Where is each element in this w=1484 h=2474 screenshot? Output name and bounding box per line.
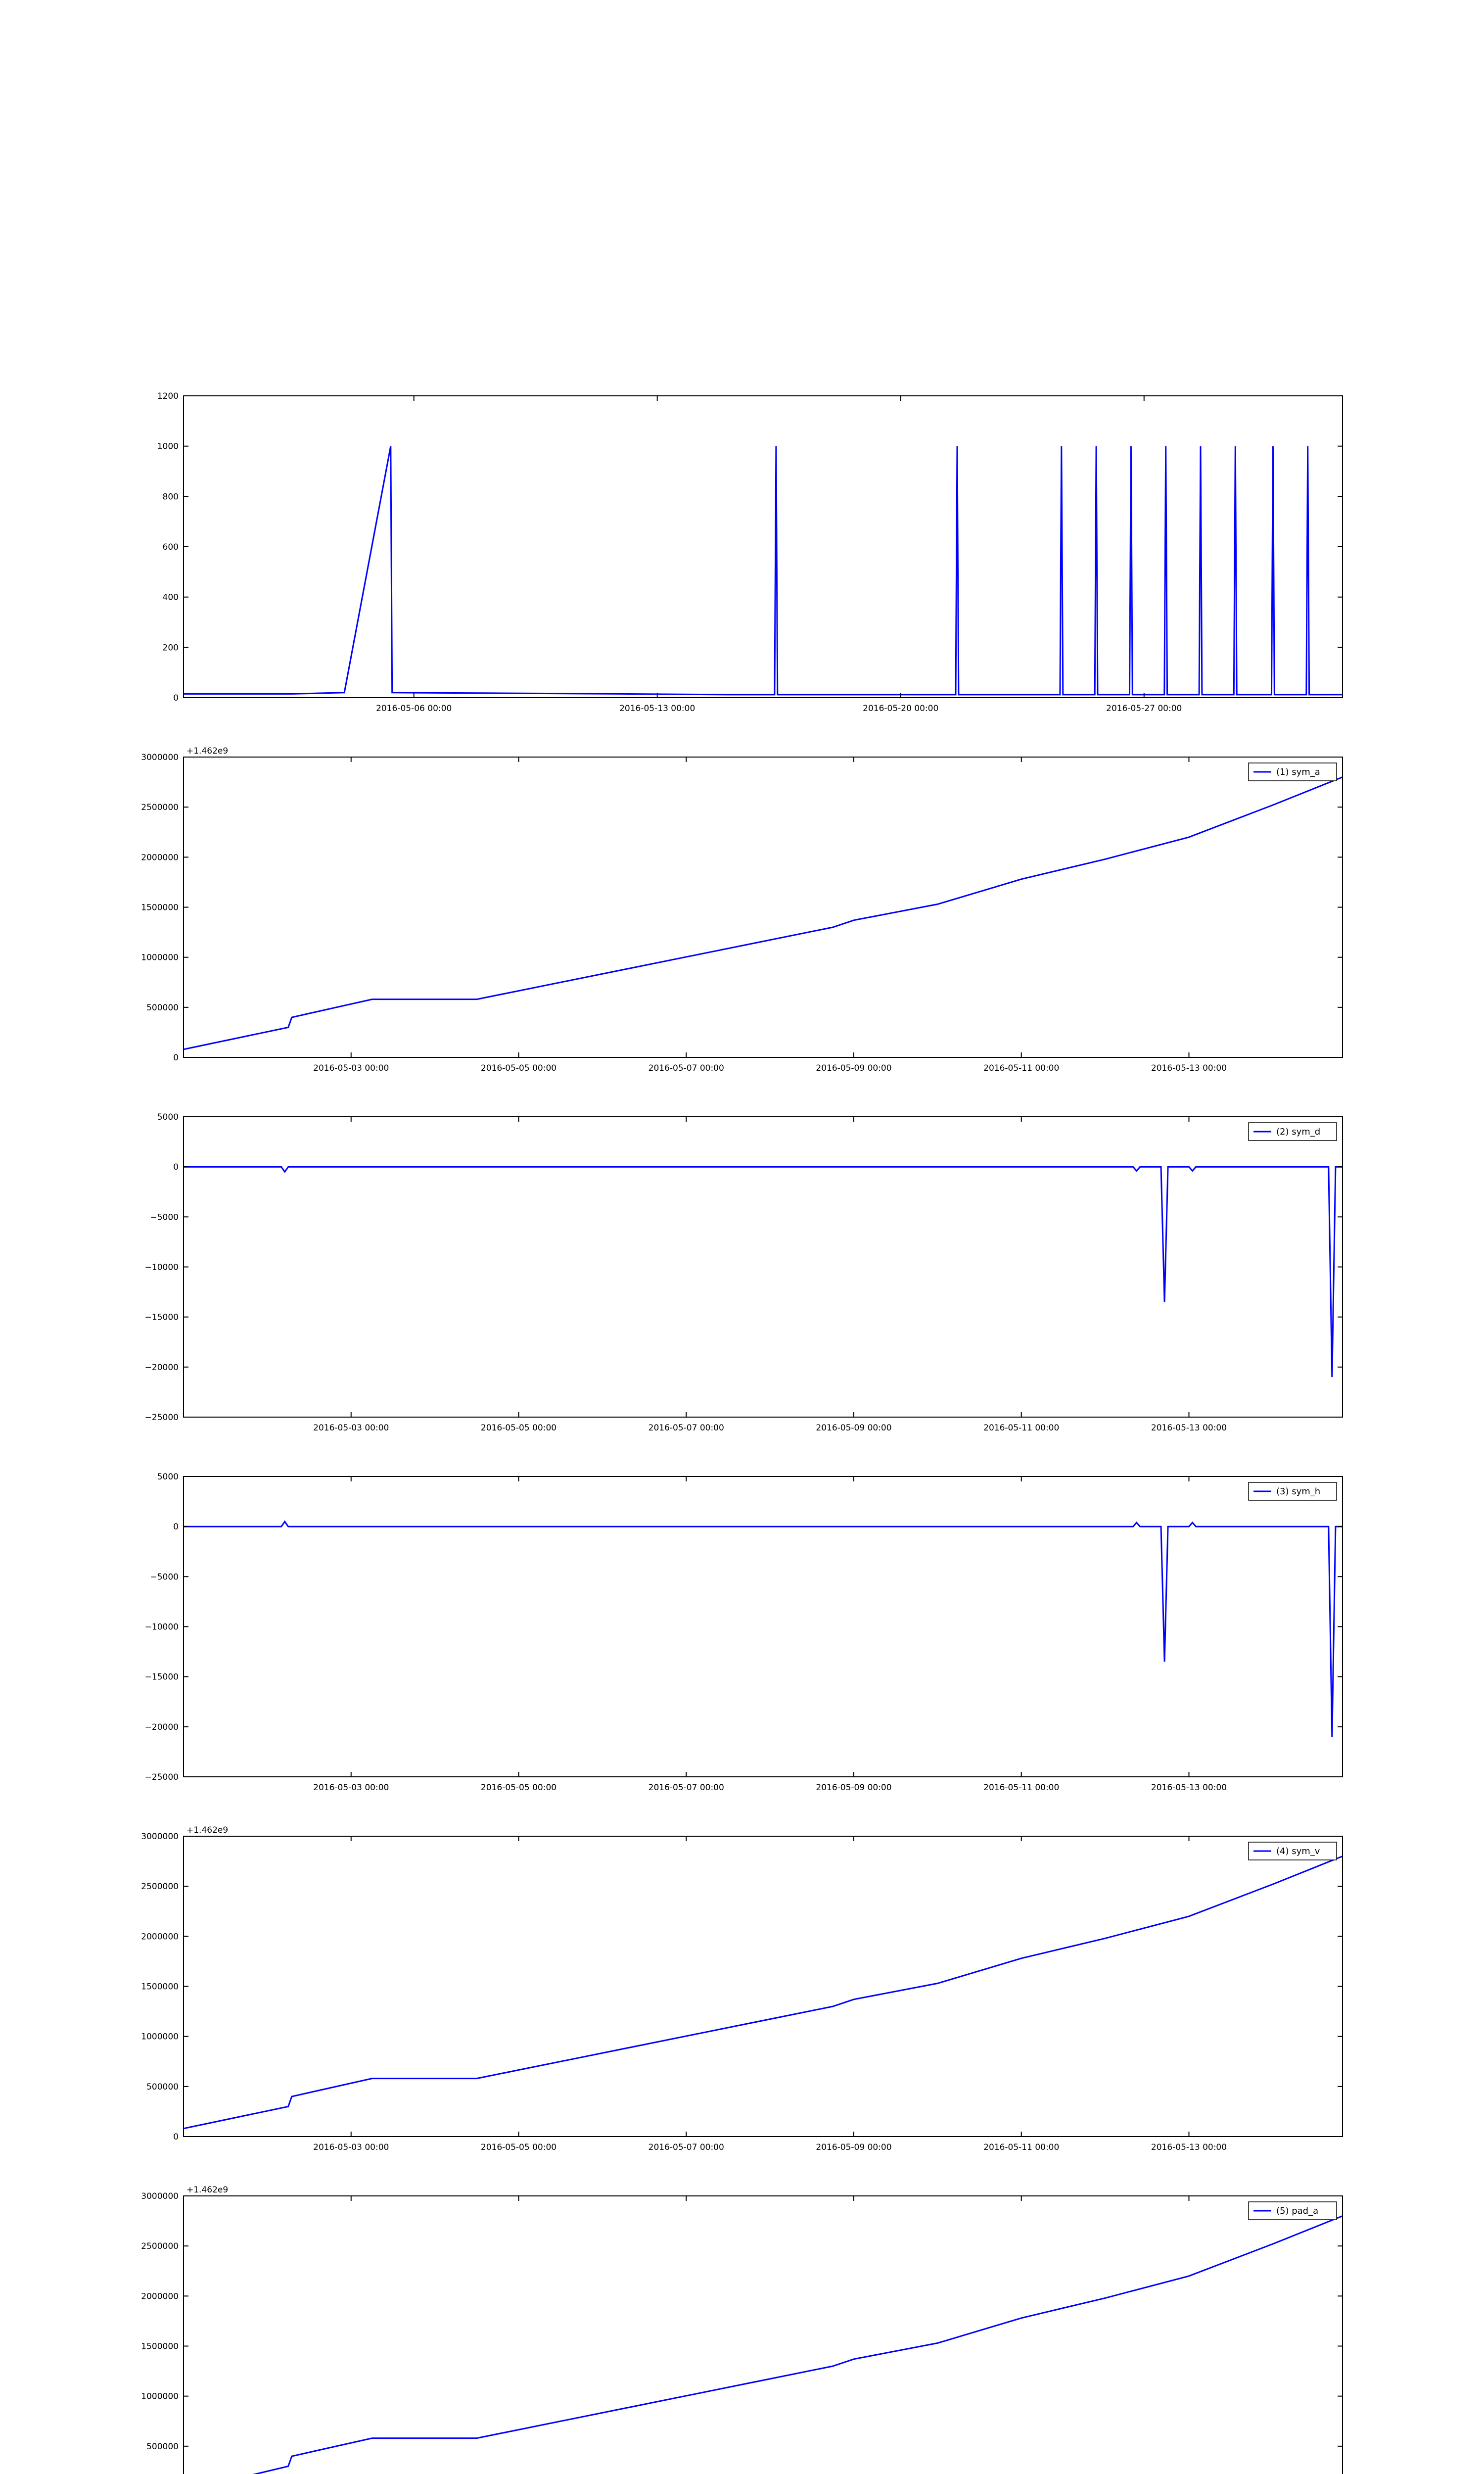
x-tick-label: 2016-05-13 00:00: [1151, 2142, 1227, 2152]
chart-panel-4: [145, 1472, 1343, 1793]
y-tick-label: 2500000: [141, 803, 179, 813]
x-tick-label: 2016-05-11 00:00: [983, 1783, 1060, 1793]
axes-frame: [184, 396, 1343, 698]
legend-label: (2) sym_d: [1276, 1127, 1321, 1137]
y-tick-label: 800: [162, 492, 179, 502]
x-tick-label: 2016-05-09 00:00: [816, 1063, 892, 1073]
y-tick-label: 5000: [157, 1112, 179, 1122]
y-tick-label: 3000000: [141, 753, 179, 762]
x-tick-label: 2016-05-03 00:00: [313, 2142, 389, 2152]
y-tick-label: 1000000: [141, 2391, 179, 2402]
x-tick-label: 2016-05-20 00:00: [863, 704, 939, 714]
x-tick-label: 2016-05-09 00:00: [816, 1783, 892, 1793]
x-tick-label: 2016-05-13 00:00: [1151, 1063, 1227, 1073]
axes-frame: [184, 757, 1343, 1057]
y-offset-label: +1.462e9: [186, 1825, 229, 1835]
chart-panel-2: [141, 746, 1343, 1073]
y-tick-label: 1000: [157, 441, 179, 452]
y-tick-label: 500000: [146, 2441, 179, 2452]
legend-label: (5) pad_a: [1276, 2206, 1319, 2216]
legend-label: (3) sym_h: [1276, 1486, 1321, 1497]
x-tick-label: 2016-05-05 00:00: [480, 1063, 557, 1073]
x-tick-label: 2016-05-03 00:00: [313, 1423, 389, 1433]
x-tick-label: 2016-05-03 00:00: [313, 1063, 389, 1073]
y-tick-label: 2000000: [141, 1932, 179, 1942]
x-tick-label: 2016-05-05 00:00: [480, 2142, 557, 2152]
legend-label: (4) sym_v: [1276, 1846, 1320, 1856]
legend: [1249, 1842, 1337, 1860]
x-tick-label: 2016-05-03 00:00: [313, 1783, 389, 1793]
y-tick-label: 3000000: [141, 2191, 179, 2201]
y-tick-label: 2500000: [141, 2241, 179, 2252]
series-line-5-1: [184, 1856, 1343, 2129]
x-tick-label: 2016-05-11 00:00: [983, 2142, 1060, 2152]
legend: [1249, 1482, 1337, 1500]
x-tick-label: 2016-05-09 00:00: [816, 2142, 892, 2152]
x-tick-label: 2016-05-07 00:00: [648, 1423, 724, 1433]
y-tick-label: −15000: [144, 1672, 179, 1682]
y-tick-label: −15000: [144, 1312, 179, 1323]
y-tick-label: 0: [173, 1522, 179, 1532]
x-tick-label: 2016-05-11 00:00: [983, 1063, 1060, 1073]
x-tick-label: 2016-05-09 00:00: [816, 1423, 892, 1433]
y-tick-label: −10000: [144, 1622, 179, 1632]
axes-frame: [184, 1117, 1343, 1417]
x-tick-label: 2016-05-06 00:00: [376, 704, 452, 714]
y-tick-label: 400: [162, 592, 179, 603]
y-tick-label: 1500000: [141, 1982, 179, 1992]
axes-frame: [184, 2196, 1343, 2474]
y-tick-label: −20000: [144, 1722, 179, 1732]
y-tick-label: −5000: [150, 1572, 179, 1582]
x-tick-label: 2016-05-13 00:00: [619, 704, 696, 714]
legend-label: (1) sym_a: [1276, 767, 1320, 777]
y-tick-label: 0: [173, 1053, 179, 1063]
x-tick-label: 2016-05-13 00:00: [1151, 1423, 1227, 1433]
x-tick-label: 2016-05-13 00:00: [1151, 1783, 1227, 1793]
y-tick-label: 3000000: [141, 1832, 179, 1842]
y-tick-label: 2500000: [141, 1882, 179, 1892]
y-tick-label: 2000000: [141, 2291, 179, 2302]
x-tick-label: 2016-05-07 00:00: [648, 1063, 724, 1073]
y-tick-label: 500000: [146, 1002, 179, 1013]
series-line-2-1: [184, 777, 1343, 1049]
y-tick-label: 600: [162, 542, 179, 552]
y-tick-label: 1200: [157, 391, 179, 401]
y-tick-label: 2000000: [141, 853, 179, 863]
x-tick-label: 2016-05-07 00:00: [648, 2142, 724, 2152]
y-tick-label: 0: [173, 2132, 179, 2142]
x-tick-label: 2016-05-07 00:00: [648, 1783, 724, 1793]
y-tick-label: 5000: [157, 1472, 179, 1482]
y-tick-label: 1000000: [141, 952, 179, 963]
series-line-6-1: [184, 2216, 1343, 2474]
series-line-1-1: [184, 446, 1343, 695]
chart-panel-1: [157, 391, 1343, 714]
y-tick-label: 1000000: [141, 2032, 179, 2042]
axes-frame: [184, 1476, 1343, 1777]
chart-panel-6: [141, 2185, 1343, 2474]
y-tick-label: 1500000: [141, 2341, 179, 2352]
y-tick-label: −5000: [150, 1212, 179, 1223]
y-tick-label: 0: [173, 693, 179, 703]
x-tick-label: 2016-05-27 00:00: [1106, 704, 1182, 714]
legend: [1249, 763, 1337, 781]
y-tick-label: −25000: [144, 1772, 179, 1782]
y-tick-label: −25000: [144, 1413, 179, 1423]
legend: [1249, 2202, 1337, 2220]
y-offset-label: +1.462e9: [186, 2185, 229, 2195]
y-tick-label: 1500000: [141, 903, 179, 913]
chart-panel-5: [141, 1825, 1343, 2152]
x-tick-label: 2016-05-11 00:00: [983, 1423, 1060, 1433]
y-tick-label: −10000: [144, 1262, 179, 1273]
y-tick-label: 200: [162, 643, 179, 653]
legend: [1249, 1123, 1337, 1141]
x-tick-label: 2016-05-05 00:00: [480, 1783, 557, 1793]
series-line-3-1: [184, 1167, 1343, 1377]
chart-panel-3: [145, 1112, 1343, 1433]
y-tick-label: −20000: [144, 1362, 179, 1373]
y-tick-label: 500000: [146, 2082, 179, 2092]
y-offset-label: +1.462e9: [186, 746, 229, 756]
axes-frame: [184, 1836, 1343, 2137]
y-tick-label: 0: [173, 1162, 179, 1173]
x-tick-label: 2016-05-05 00:00: [480, 1423, 557, 1433]
series-line-4-1: [184, 1522, 1343, 1737]
